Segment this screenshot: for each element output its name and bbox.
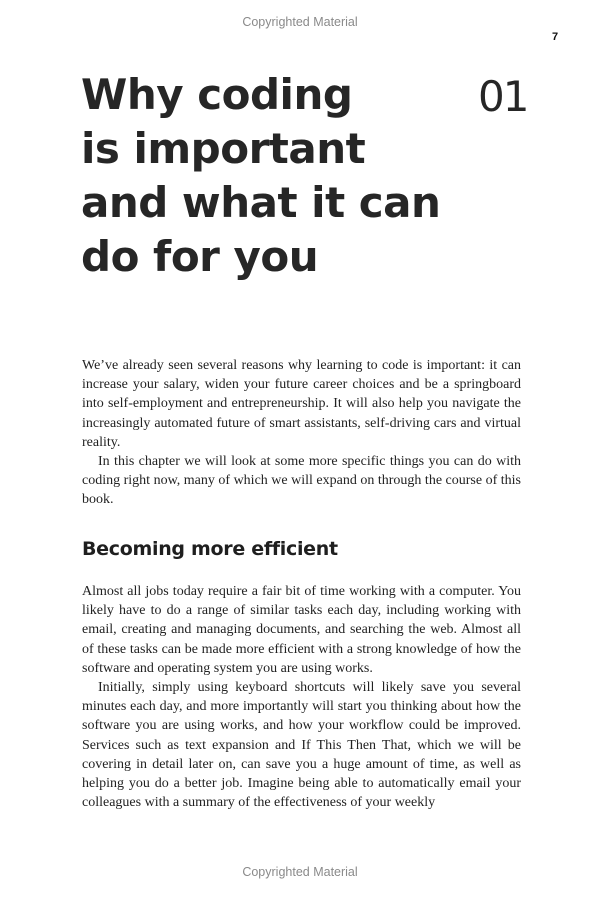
page-number: 7 — [552, 31, 559, 43]
section-heading: Becoming more efficient — [82, 538, 338, 560]
chapter-title-line: is important — [81, 124, 366, 173]
chapter-number: 01 — [478, 72, 528, 121]
intro-paragraph: In this chapter we will look at some more specific things you can do with coding right now, many of which we will expand on through the course of this book. — [82, 454, 521, 508]
section-text — [82, 582, 521, 812]
chapter-title-line: Why coding — [81, 70, 353, 119]
chapter-title-line: and what it can — [81, 178, 441, 227]
section-paragraph: Almost all jobs today require a fair bit of time working with a computer. You likely have to do a range of similar tasks each day, including working with email, creating and managing documents, and searching the web. Almost all of these tasks can be made more efficient with a strong knowledge of how the software and operating system you are using works. — [82, 584, 521, 676]
intro-text — [82, 356, 521, 510]
copyright-watermark-bottom: Copyrighted Material — [242, 865, 358, 879]
chapter-title — [81, 68, 471, 284]
intro-paragraph: We’ve already seen several reasons why learning to code is important: it can increase your salary, widen your future career choices and be a springboard into self-employment and entrepreneurship. It will also help you navigate the increasingly automated future of smart assistants, self-driving cars and virtual reality. — [82, 358, 521, 450]
copyright-watermark-top: Copyrighted Material — [242, 15, 358, 29]
section-paragraph: Initially, simply using keyboard shortcuts will likely save you several minutes each day, and more importantly will start you thinking about how the software you are using works, and how your workflow could be improved. Services such as text expansion and If This Then That, which we will be covering in detail later on, can save you a huge amount of time, as well as helping you do a better job. Imagine being able to automatically email your colleagues with a summary of the effectiveness of your weekly — [82, 680, 521, 811]
chapter-title-line: do for you — [81, 232, 319, 281]
